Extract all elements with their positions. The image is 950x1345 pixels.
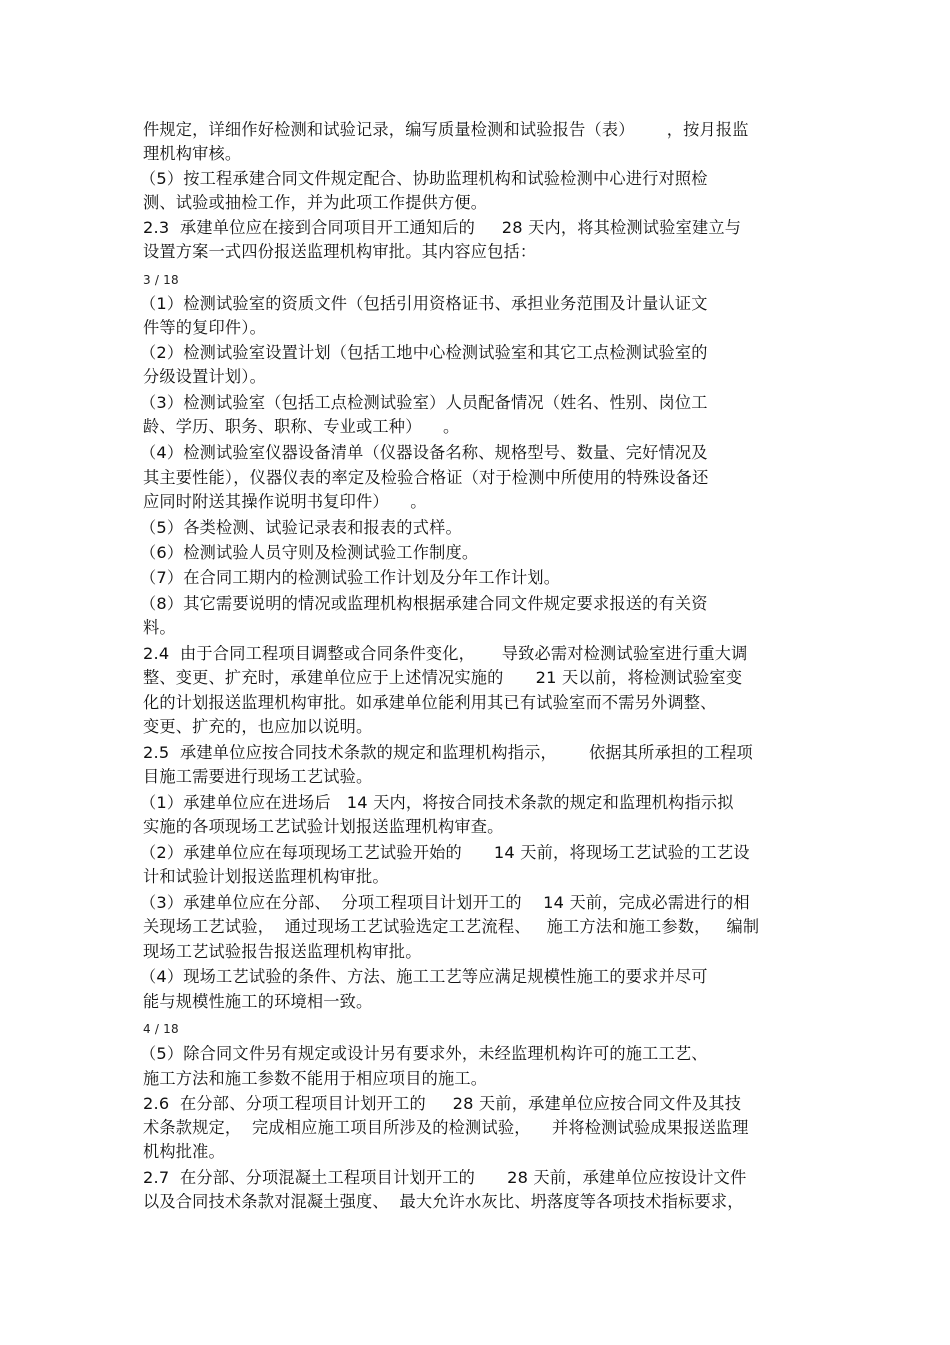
text-line: 测、试验或抽检工作，并为此项工作提供方便。 (143, 193, 488, 212)
text-line: （3）承建单位应在分部、 分项工程项目计划开工的 14 天前，完成必需进行的相 (140, 893, 750, 912)
text-line: 分级设置计划）。 (143, 367, 266, 386)
text-line: 料。 (143, 618, 176, 637)
text-line: （3）检测试验室（包括工点检测试验室）人员配备情况（姓名、性别、岗位工 (140, 393, 708, 412)
text-line: （5）按工程承建合同文件规定配合、协助监理机构和试验检测中心进行对照检 (140, 169, 708, 188)
text-line: 龄、学历、职务、职称、专业或工种） 。 (143, 417, 460, 436)
text-line: （2）检测试验室设置计划（包括工地中心检测试验室和其它工点检测试验室的 (140, 343, 708, 362)
text-line: 设置方案一式四份报送监理机构审批。其内容应包括： (143, 242, 537, 261)
text-line: （4）检测试验室仪器设备清单（仪器设备名称、规格型号、数量、完好情况及 (140, 443, 708, 462)
text-line: 应同时附送其操作说明书复印件） 。 (143, 492, 427, 511)
text-line: 2.3 承建单位应在接到合同项目开工通知后的 28 天内，将其检测试验室建立与 (143, 218, 742, 237)
text-line: 机构批准。 (143, 1142, 225, 1161)
text-line: （4）现场工艺试验的条件、方法、施工工艺等应满足规模性施工的要求并尽可 (140, 967, 708, 986)
page-number: 3 / 18 (143, 273, 179, 287)
text-line: 实施的各项现场工艺试验计划报送监理机构审查。 (143, 817, 504, 836)
text-line: 2.4 由于合同工程项目调整或合同条件变化， 导致必需对检测试验室进行重大调 (143, 644, 748, 663)
text-line: （5）各类检测、试验记录表和报表的式样。 (140, 518, 462, 537)
text-line: 理机构审核。 (143, 144, 242, 163)
text-line: 术条款规定， 完成相应施工项目所涉及的检测试验， 并将检测试验成果报送监理 (143, 1118, 749, 1137)
text-line: 整、变更、扩充时，承建单位应于上述情况实施的 21 天以前，将检测试验室变 (143, 668, 743, 687)
text-line: 件等的复印件）。 (143, 318, 266, 337)
text-line: 施工方法和施工参数不能用于相应项目的施工。 (143, 1069, 488, 1088)
text-line: 以及合同技术条款对混凝土强度、 最大允许水灰比、坍落度等各项技术指标要求， (143, 1192, 744, 1211)
text-line: 变更、扩充的，也应加以说明。 (143, 717, 373, 736)
text-line: 关现场工艺试验， 通过现场工艺试验选定工艺流程、 施工方法和施工参数， 编制 (143, 917, 760, 936)
text-line: （1）承建单位应在进场后 14 天内，将按合同技术条款的规定和监理机构指示拟 (140, 793, 734, 812)
text-line: （8）其它需要说明的情况或监理机构根据承建合同文件规定要求报送的有关资 (140, 594, 708, 613)
text-line: 现场工艺试验报告报送监理机构审批。 (143, 942, 422, 961)
text-line: 计和试验计划报送监理机构审批。 (143, 867, 389, 886)
text-line: 2.5 承建单位应按合同技术条款的规定和监理机构指示， 依据其所承担的工程项 (143, 743, 753, 762)
text-line: 其主要性能），仪器仪表的率定及检验合格证（对于检测中所使用的特殊设备还 (143, 468, 709, 487)
text-line: 化的计划报送监理机构审批。如承建单位能利用其已有试验室而不需另外调整、 (143, 693, 717, 712)
text-line: （2）承建单位应在每项现场工艺试验开始的 14 天前，将现场工艺试验的工艺设 (140, 843, 750, 862)
text-line: 能与规模性施工的环境相一致。 (143, 992, 373, 1011)
text-line: （5）除合同文件另有规定或设计另有要求外，未经监理机构许可的施工工艺、 (140, 1044, 708, 1063)
text-line: （6）检测试验人员守则及检测试验工作制度。 (140, 543, 479, 562)
text-line: （1）检测试验室的资质文件（包括引用资格证书、承担业务范围及计量认证文 (140, 294, 708, 313)
page-number: 4 / 18 (143, 1022, 179, 1036)
text-line: 2.7 在分部、分项混凝土工程项目计划开工的 28 天前，承建单位应按设计文件 (143, 1168, 747, 1187)
text-line: （7）在合同工期内的检测试验工作计划及分年工作计划。 (140, 568, 561, 587)
text-line: 目施工需要进行现场工艺试验。 (143, 767, 373, 786)
text-line: 2.6 在分部、分项工程项目计划开工的 28 天前，承建单位应按合同文件及其技 (143, 1094, 742, 1113)
text-line: 件规定，详细作好检测和试验记录，编写质量检测和试验报告（表） ，按月报监 (143, 120, 749, 139)
